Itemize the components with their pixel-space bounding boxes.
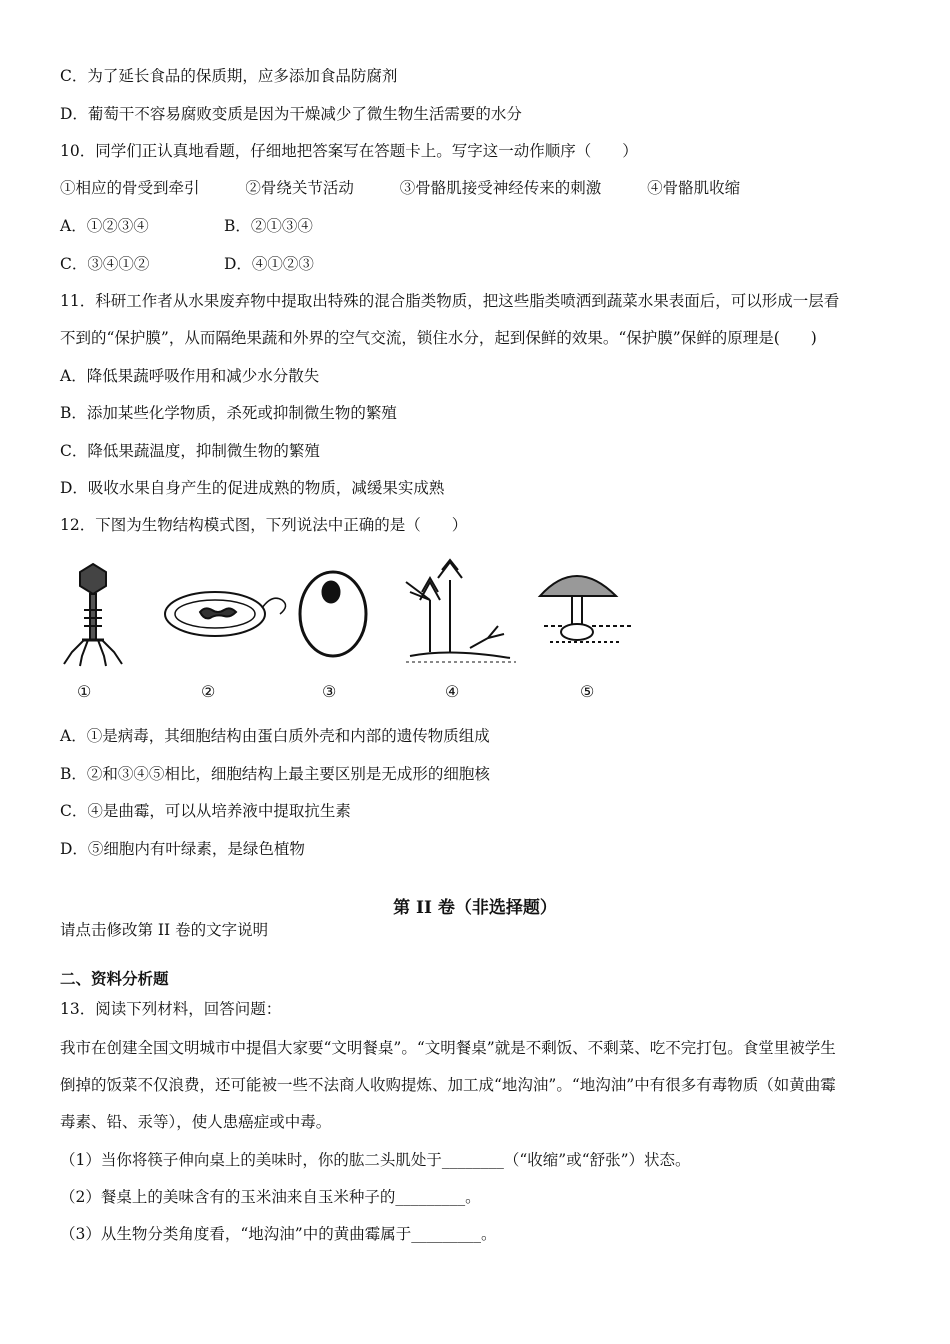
q11-option-b: B．添加某些化学物质，杀死或抑制微生物的繁殖 bbox=[60, 404, 397, 422]
q10-item-4: ④骨骼肌收缩 bbox=[647, 179, 741, 197]
q13-passage-line1: 我市在创建全国文明城市中提倡大家要“文明餐桌”。“文明餐桌”就是不剩饭、不剩菜、吃不完打包。食堂里被学生 bbox=[60, 1039, 836, 1057]
q12-option-d: D．⑤细胞内有叶绿素，是绿色植物 bbox=[60, 840, 305, 858]
q10-item-1: ①相应的骨受到牵引 bbox=[60, 179, 200, 197]
q9-option-c: C．为了延长食品的保质期，应多添加食品防腐剂 bbox=[60, 67, 398, 85]
q13-passage-line3: 毒素、铅、汞等），使人患癌症或中毒。 bbox=[60, 1113, 332, 1131]
figure-label-2: ② bbox=[201, 682, 216, 701]
part-two-note: 请点击修改第 II 卷的文字说明 bbox=[60, 921, 269, 939]
q13-stem: 13．阅读下列材料，回答问题： bbox=[60, 1000, 282, 1018]
q12-option-a: A．①是病毒，其细胞结构由蛋白质外壳和内部的遗传物质组成 bbox=[60, 727, 490, 745]
figure-label-4: ④ bbox=[445, 682, 460, 701]
organism-structure-figure bbox=[50, 552, 650, 712]
q9-option-d: D．葡萄干不容易腐败变质是因为干燥减少了微生物生活需要的水分 bbox=[60, 105, 522, 123]
q10-option-d: D．④①②③ bbox=[224, 255, 314, 273]
q13-passage-line2: 倒掉的饭菜不仅浪费，还可能被一些不法商人收购提炼、加工成“地沟油”。“地沟油”中有很多有毒物质（如黄曲霉 bbox=[60, 1076, 836, 1094]
bacterium-drawing bbox=[165, 592, 286, 636]
q13-subquestion-2: （2）餐桌上的美味含有的玉米油来自玉米种子的_________。 bbox=[60, 1188, 481, 1206]
q10-option-a: A．①②③④ bbox=[60, 217, 149, 235]
figure-label-5: ⑤ bbox=[580, 682, 595, 701]
q11-option-c: C．降低果蔬温度，抑制微生物的繁殖 bbox=[60, 442, 320, 460]
q12-stem: 12．下图为生物结构模式图，下列说法中正确的是（ ） bbox=[60, 516, 468, 534]
q10-stem: 10．同学们正认真地看题，仔细地把答案写在答题卡上。写字这一动作顺序（ ） bbox=[60, 142, 638, 160]
q13-subquestion-1: （1）当你将筷子伸向桌上的美味时，你的肱二头肌处于________（“收缩”或“舒张”）状态。 bbox=[60, 1151, 691, 1169]
figure-label-3: ③ bbox=[322, 682, 337, 701]
mushroom-drawing bbox=[540, 576, 634, 642]
figure-label-1: ① bbox=[77, 682, 92, 701]
q10-option-b: B．②①③④ bbox=[224, 217, 313, 235]
yeast-cell-drawing bbox=[300, 572, 366, 656]
q12-option-c: C．④是曲霉，可以从培养液中提取抗生素 bbox=[60, 802, 351, 820]
q10-option-c: C．③④①② bbox=[60, 255, 150, 273]
q10-items bbox=[60, 177, 740, 199]
q13-subquestion-3: （3）从生物分类角度看，“地沟油”中的黄曲霉属于_________。 bbox=[60, 1225, 497, 1243]
q10-item-2: ②骨绕关节活动 bbox=[245, 179, 354, 197]
q10-item-3: ③骨骼肌接受神经传来的刺激 bbox=[399, 179, 602, 197]
q12-option-b: B．②和③④⑤相比，细胞结构上最主要区别是无成形的细胞核 bbox=[60, 765, 490, 783]
section-heading: 二、资料分析题 bbox=[60, 969, 169, 988]
q11-option-d: D．吸收水果自身产生的促进成熟的物质，减缓果实成熟 bbox=[60, 479, 445, 497]
q11-stem-line1: 11．科研工作者从水果废弃物中提取出特殊的混合脂类物质，把这些脂类喷洒到蔬菜水果表面后，可以形成一层看 bbox=[60, 292, 840, 310]
q11-stem-line2: 不到的“保护膜”，从而隔绝果蔬和外界的空气交流，锁住水分，起到保鲜的效果。“保护膜”保鲜的原理是( ) bbox=[60, 329, 817, 347]
bacteriophage-drawing bbox=[64, 564, 122, 666]
part-two-title: 第 II 卷（非选择题） bbox=[393, 898, 557, 918]
mold-drawing bbox=[406, 560, 516, 662]
q11-option-a: A．降低果蔬呼吸作用和减少水分散失 bbox=[60, 367, 320, 385]
